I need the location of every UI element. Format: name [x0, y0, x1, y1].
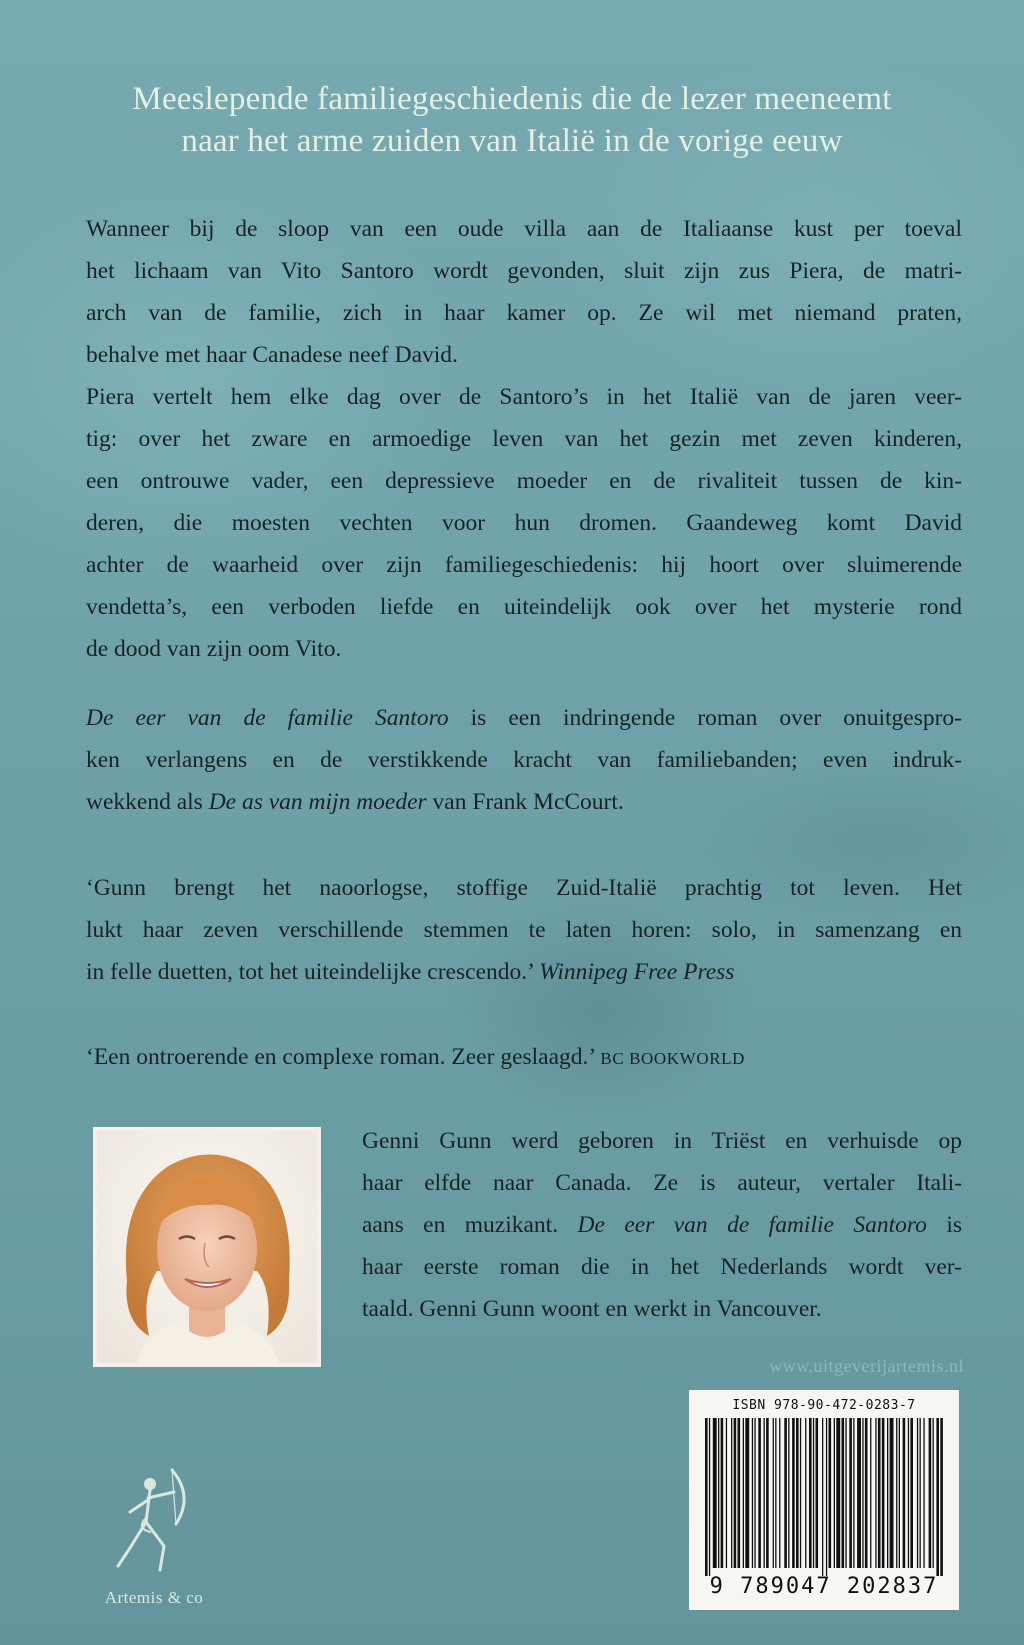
- barcode-bar: [705, 1418, 708, 1576]
- synopsis-line: deren, die moesten vechten voor hun dromen. Gaandeweg komt David: [86, 510, 962, 536]
- barcode-bar: [908, 1418, 909, 1568]
- barcode-bar: [713, 1418, 717, 1568]
- barcode-bar: [929, 1418, 932, 1568]
- barcode-bar: [887, 1418, 888, 1568]
- barcode-bar: [731, 1418, 732, 1568]
- review-text: wekkend als: [86, 789, 209, 815]
- publisher-name: Artemis & co: [104, 1588, 204, 1607]
- barcode-bar: [842, 1418, 845, 1568]
- bio-text: aans en muzikant.: [362, 1212, 578, 1238]
- barcode-bar: [829, 1418, 832, 1568]
- synopsis-line: de dood van zijn oom Vito.: [86, 636, 342, 662]
- barcode-bar: [809, 1418, 812, 1568]
- bio-line: haar eerste roman die in het Nederlands wordt ver-: [362, 1254, 962, 1280]
- barcode-bar: [766, 1418, 769, 1568]
- barcode-bar: [849, 1418, 852, 1568]
- tagline-line: Meeslepende familiegeschiedenis die de lezer meeneemt: [132, 81, 892, 117]
- quote-text: ‘Een ontroerende en complexe roman. Zeer geslaagd.’: [86, 1044, 601, 1070]
- quote-source: Winnipeg Free Press: [539, 959, 735, 985]
- quote-line: ‘Gunn brengt het naoorlogse, stoffige Zuid-Italië prachtig tot leven. Het: [86, 875, 962, 901]
- barcode-bar: [726, 1418, 727, 1568]
- barcode-bar: [784, 1418, 787, 1568]
- barcode-bar: [865, 1418, 868, 1568]
- barcode-bar: [834, 1418, 835, 1568]
- barcode-bar: [920, 1418, 921, 1568]
- barcode-bar: [800, 1418, 801, 1568]
- barcode-bar: [882, 1418, 885, 1568]
- barcode-bar: [788, 1418, 789, 1568]
- barcode-bar: [836, 1418, 840, 1568]
- barcode-bar: [822, 1418, 823, 1576]
- barcode-bar: [896, 1418, 897, 1568]
- tagline-line: naar het arme zuiden van Italië in de vorige eeuw: [181, 123, 843, 159]
- barcode-bar: [805, 1418, 806, 1568]
- barcode-bar: [890, 1418, 894, 1568]
- isbn-text: ISBN 978-90-472-0283-7: [732, 1398, 916, 1413]
- barcode-bar: [923, 1418, 924, 1568]
- barcode-bar: [853, 1418, 854, 1568]
- barcode-bar: [718, 1418, 719, 1568]
- barcode-bar: [875, 1418, 876, 1568]
- barcode-bar: [709, 1418, 710, 1576]
- barcode-bar: [940, 1418, 943, 1576]
- barcode-bars: [703, 1418, 945, 1576]
- synopsis-line: vendetta’s, een verboden liefde en uiteindelijk ook over het mysterie rond: [86, 594, 962, 620]
- barcode-bar: [936, 1418, 939, 1576]
- synopsis: [86, 208, 962, 670]
- barcode-bar: [721, 1418, 724, 1568]
- barcode-bar: [917, 1418, 918, 1568]
- barcode-bar: [862, 1418, 863, 1568]
- barcode-bar: [816, 1418, 819, 1568]
- bio-text: is: [926, 1212, 962, 1238]
- barcode-bar: [870, 1418, 871, 1568]
- bio-line: taald. Genni Gunn woont en werkt in Vancouver.: [362, 1296, 822, 1322]
- barcode-bar: [754, 1418, 755, 1568]
- press-quote-winnipeg: [86, 867, 962, 993]
- archer-logo-icon: [110, 1462, 200, 1582]
- synopsis-line: het lichaam van Vito Santoro wordt gevonden, sluit zijn zus Piera, de matri-: [86, 258, 962, 284]
- barcode-bar: [738, 1418, 741, 1568]
- bio-line: [362, 1204, 962, 1246]
- synopsis-line: een ontrouwe vader, een depressieve moeder en de rivaliteit tussen de kin-: [86, 468, 962, 494]
- barcode-bar: [775, 1418, 776, 1568]
- review-line: [86, 697, 962, 739]
- barcode-number: 9 789047 202837: [709, 1574, 939, 1599]
- barcode-bar: [826, 1418, 827, 1576]
- review-line: [86, 781, 962, 823]
- barcode-bar: [813, 1418, 814, 1568]
- synopsis-line: Wanneer bij de sloop van een oude villa aan de Italiaanse kust per toeval: [86, 216, 962, 242]
- publisher-website[interactable]: www.uitgeverijartemis.nl: [769, 1356, 964, 1376]
- synopsis-line: behalve met haar Canadese neef David.: [86, 342, 458, 368]
- barcode-bar: [933, 1418, 934, 1568]
- barcode-bar: [903, 1418, 906, 1568]
- barcode-bar: [845, 1418, 846, 1568]
- barcode-bar: [878, 1418, 881, 1568]
- book-title: De eer van de familie Santoro: [86, 705, 449, 731]
- barcode-bar: [857, 1418, 861, 1568]
- barcode-bar: [734, 1418, 737, 1568]
- synopsis-line: arch van de familie, zich in haar kamer op. Ze wil met niemand praten,: [86, 300, 962, 326]
- barcode-bar: [796, 1418, 799, 1568]
- quote-line: [86, 951, 962, 993]
- barcode-bar: [745, 1418, 749, 1568]
- isbn-barcode: [689, 1390, 959, 1610]
- quote-text: in felle duetten, tot het uiteindelijke crescendo.’: [86, 959, 540, 985]
- bio-line: haar elfde naar Canada. Ze is auteur, vertaler Itali-: [362, 1170, 962, 1196]
- review-paragraph: [86, 697, 962, 823]
- book-title: De eer van de familie Santoro: [577, 1212, 927, 1238]
- bio-line: Genni Gunn werd geboren in Triëst en verhuisde op: [362, 1128, 962, 1154]
- author-portrait-image: [97, 1131, 317, 1363]
- synopsis-line: achter de waarheid over zijn familiegeschiedenis: hij hoort over sluimerende: [86, 552, 962, 578]
- barcode-bar: [764, 1418, 765, 1568]
- barcode-bar: [899, 1418, 900, 1568]
- barcode-bar: [779, 1418, 780, 1568]
- quote-source: BC BOOKWORLD: [600, 1049, 745, 1068]
- quote-line: [86, 1036, 962, 1080]
- review-text: van Frank McCourt.: [426, 789, 624, 815]
- author-bio: [362, 1120, 962, 1330]
- press-quote-bcbookworld: [86, 1036, 962, 1080]
- barcode-bar: [792, 1418, 795, 1568]
- barcode-bar: [752, 1418, 753, 1568]
- comparison-title: De as van mijn moeder: [208, 789, 427, 815]
- tagline: [40, 78, 984, 162]
- barcode-bar: [758, 1418, 761, 1568]
- author-photo: [93, 1127, 321, 1367]
- barcode-bar: [743, 1418, 744, 1568]
- barcode-bar: [773, 1418, 774, 1568]
- synopsis-line: Piera vertelt hem elke dag over de Santoro’s in het Italië van de jaren veer-: [86, 384, 962, 410]
- synopsis-line: tig: over het zware en armoedige leven van het gezin met zeven kinderen,: [86, 426, 962, 452]
- review-text: is een indringende roman over onuitgespro-: [448, 705, 962, 731]
- barcode-bar: [910, 1418, 913, 1568]
- quote-line: lukt haar zeven verschillende stemmen te laten horen: solo, in samenzang en: [86, 917, 962, 943]
- review-line: ken verlangens en de verstikkende kracht van familiebanden; even indruk-: [86, 747, 962, 773]
